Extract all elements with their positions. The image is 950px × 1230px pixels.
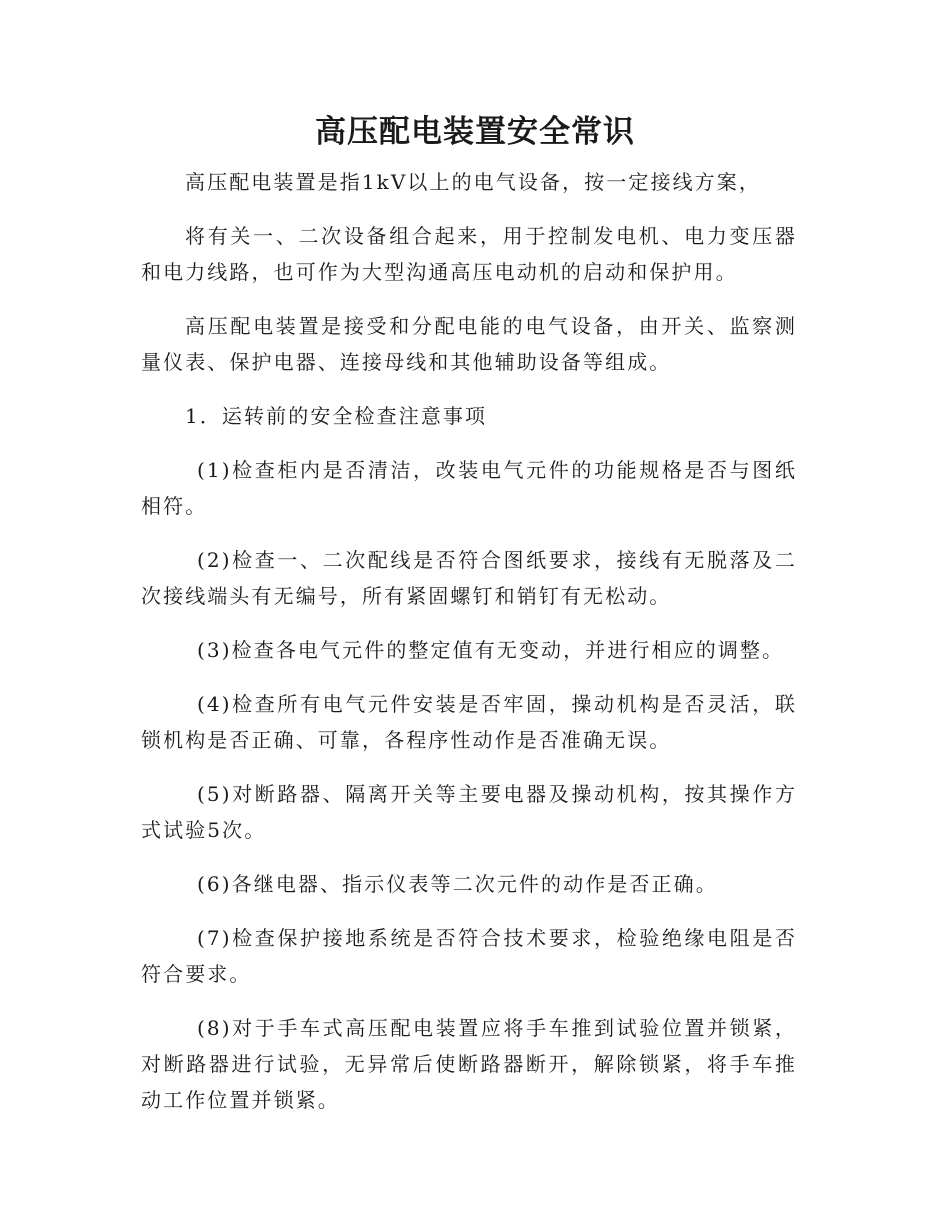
checklist-item-6: (6)各继电器、指示仪表等二次元件的动作是否正确。 [197,872,718,896]
checklist-item-1: (1)检查柜内是否清洁，改装电气元件的功能规格是否与图纸相符。 [141,458,797,518]
document-title: 高压配电装置安全常识 [315,114,635,150]
checklist-item-5: (5)对断路器、隔离开关等主要电器及操动机构，按其操作方式试验5次。 [141,782,797,842]
section-heading: 1．运转前的安全检查注意事项 [185,404,488,428]
checklist-item-3: (3)检查各电气元件的整定值有无变动，并进行相应的调整。 [197,638,785,662]
intro-paragraph-1: 高压配电装置是指1kV以上的电气设备，按一定接线方案， [185,170,761,194]
checklist-item-2: (2)检查一、二次配线是否符合图纸要求，接线有无脱落及二次接线端头有无编号，所有紧固螺钉和销钉有无松动。 [141,548,797,608]
intro-paragraph-3: 高压配电装置是接受和分配电能的电气设备，由开关、监察测量仪表、保护电器、连接母线和其他辅助设备等组成。 [141,314,797,374]
checklist-item-8: (8)对于手车式高压配电装置应将手车推到试验位置并锁紧，对断路器进行试验，无异常后使断路器断开，解除锁紧，将手车推动工作位置并锁紧。 [141,1016,797,1112]
checklist-item-4: (4)检查所有电气元件安装是否牢固，操动机构是否灵活，联锁机构是否正确、可靠，各程序性动作是否准确无误。 [141,692,797,752]
checklist-item-7: (7)检查保护接地系统是否符合技术要求，检验绝缘电阻是否符合要求。 [141,926,797,986]
intro-paragraph-2: 将有关一、二次设备组合起来，用于控制发电机、电力变压器和电力线路，也可作为大型沟通高压电动机的启动和保护用。 [141,224,797,284]
